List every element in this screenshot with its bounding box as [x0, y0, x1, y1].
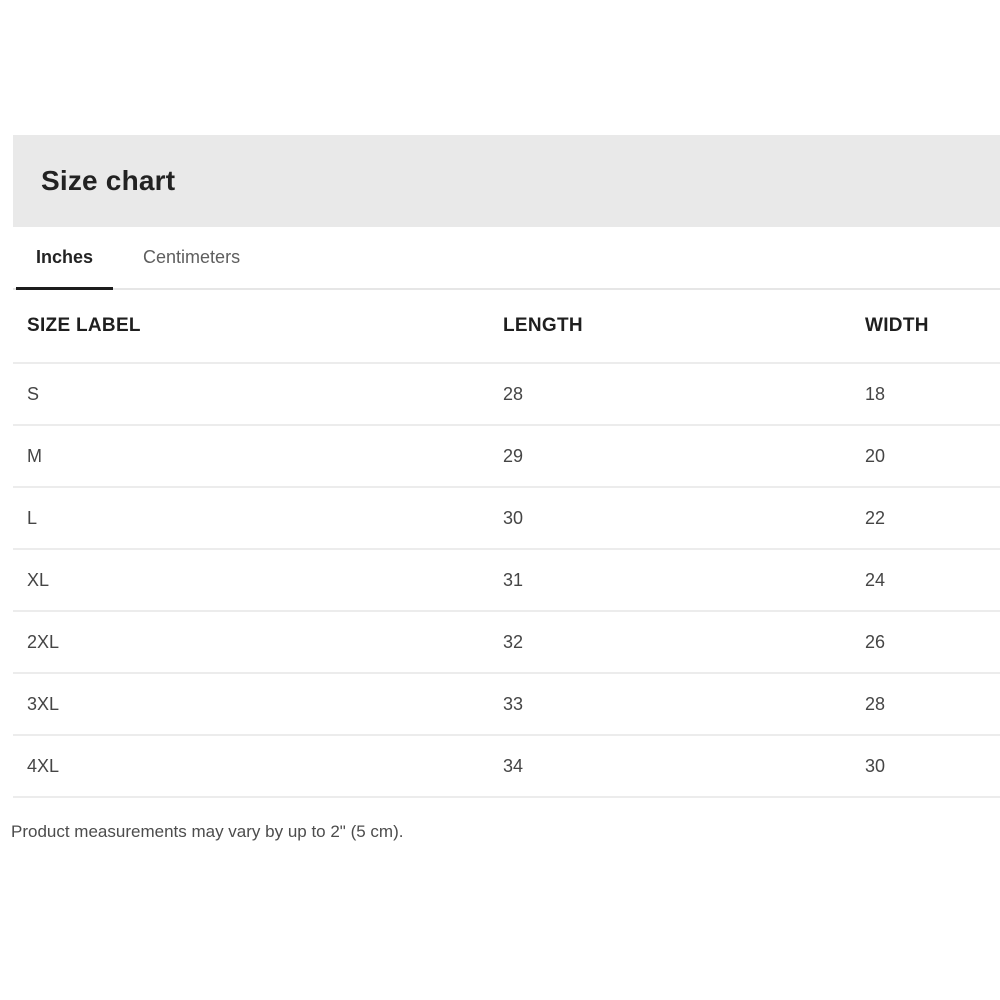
size-cell: M — [13, 425, 503, 487]
table-row — [13, 363, 1000, 425]
table-row — [13, 425, 1000, 487]
width-cell: 24 — [865, 549, 1000, 611]
table-header-row — [13, 290, 1000, 363]
width-cell: 20 — [865, 425, 1000, 487]
size-cell: 2XL — [13, 611, 503, 673]
table-row — [13, 673, 1000, 735]
size-chart-panel — [13, 135, 1000, 842]
column-header-size-label: SIZE LABEL — [13, 290, 503, 363]
table-row — [13, 487, 1000, 549]
table-row — [13, 735, 1000, 797]
size-table — [13, 290, 1000, 798]
width-cell: 30 — [865, 735, 1000, 797]
tab-centimeters-label: Centimeters — [143, 246, 241, 267]
length-cell: 29 — [503, 425, 865, 487]
size-cell: XL — [13, 549, 503, 611]
width-cell: 18 — [865, 363, 1000, 425]
length-cell: 30 — [503, 487, 865, 549]
length-cell: 33 — [503, 673, 865, 735]
page-title: Size chart — [41, 165, 176, 196]
tab-inches[interactable] — [16, 227, 113, 290]
column-header-length: LENGTH — [503, 290, 865, 363]
tab-centimeters[interactable] — [123, 227, 260, 290]
size-chart-header — [13, 135, 1000, 227]
size-cell: S — [13, 363, 503, 425]
table-row — [13, 549, 1000, 611]
length-cell: 34 — [503, 735, 865, 797]
table-row — [13, 611, 1000, 673]
unit-tabs — [13, 227, 1000, 290]
size-cell: L — [13, 487, 503, 549]
width-cell: 28 — [865, 673, 1000, 735]
size-cell: 4XL — [13, 735, 503, 797]
measurement-disclaimer: Product measurements may vary by up to 2" (5 cm). — [11, 822, 404, 841]
tab-inches-label: Inches — [36, 246, 94, 267]
length-cell: 31 — [503, 549, 865, 611]
size-cell: 3XL — [13, 673, 503, 735]
length-cell: 32 — [503, 611, 865, 673]
length-cell: 28 — [503, 363, 865, 425]
width-cell: 22 — [865, 487, 1000, 549]
column-header-width: WIDTH — [865, 290, 1000, 363]
width-cell: 26 — [865, 611, 1000, 673]
